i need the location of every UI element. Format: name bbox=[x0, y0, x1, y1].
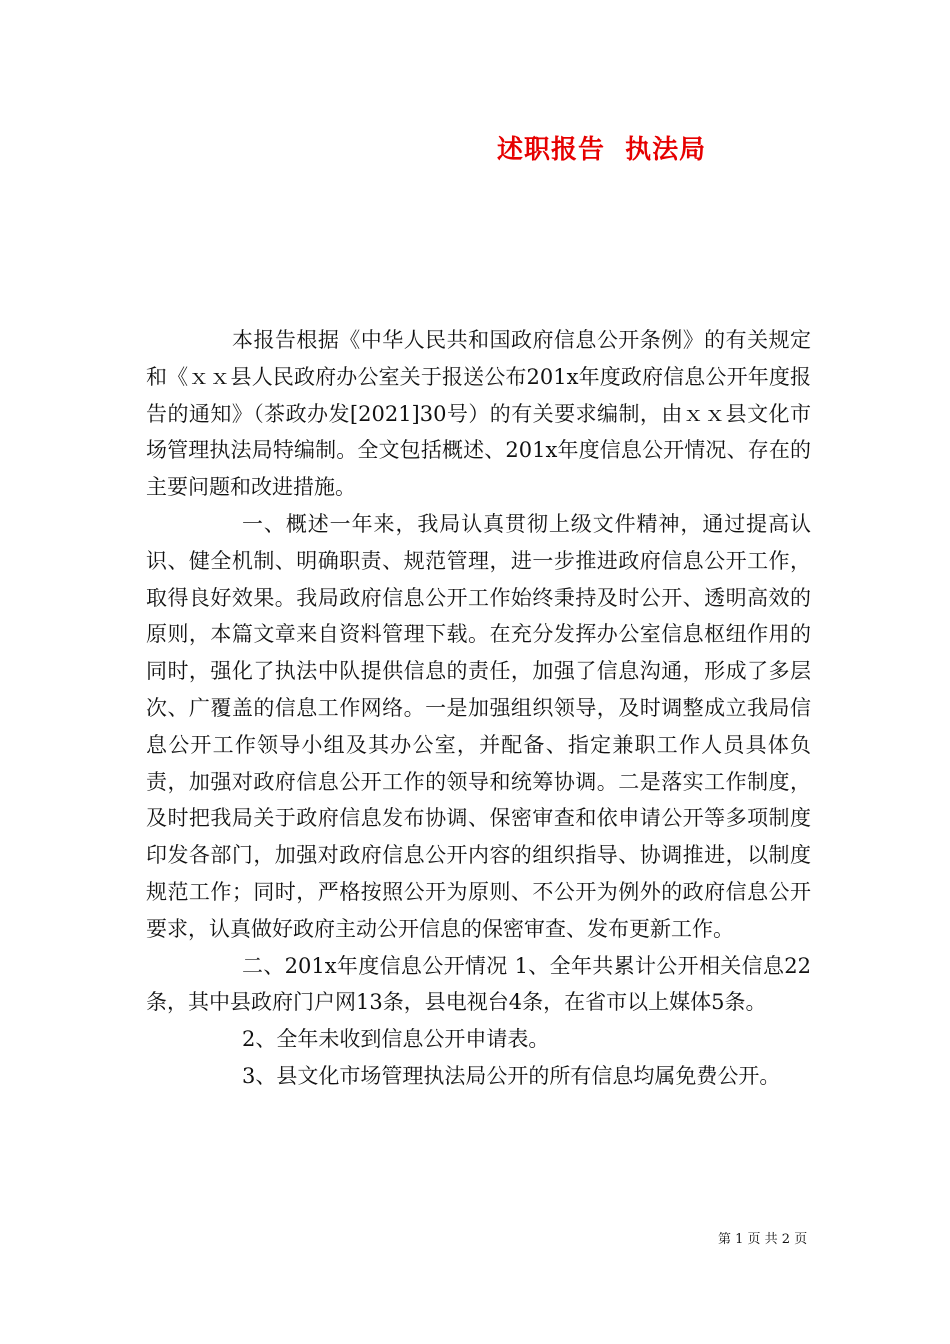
document-body bbox=[146, 322, 811, 1095]
paragraph-overview: 一、概述一年来，我局认真贯彻上级文件精神，通过提高认识、健全机制、明确职责、规范管理，进一步推进政府信息公开工作，取得良好效果。我局政府信息公开工作始终秉持及时公开、透明高效的原则，本篇文章来自资料管理下载。在充分发挥办公室信息枢纽作用的同时，强化了执法中队提供信息的责任，加强了信息沟通，形成了多层次、广覆盖的信息工作网络。一是加强组织领导，及时调整成立我局信息公开工作领导小组及其办公室，并配备、指定兼职工作人员具体负责，加强对政府信息公开工作的领导和统筹协调。二是落实工作制度，及时把我局关于政府信息发布协调、保密审查和依申请公开等多项制度印发各部门，加强对政府信息公开内容的组织指导、协调推进，以制度规范工作；同时，严格按照公开为原则、不公开为例外的政府信息公开要求，认真做好政府主动公开信息的保密审查、发布更新工作。 bbox=[146, 511, 811, 941]
paragraph-applications: 2、全年未收到信息公开申请表。 bbox=[242, 1027, 550, 1052]
document-title: 述职报告 执法局 bbox=[497, 135, 707, 165]
page-number-footer: 第 1 页 共 2 页 bbox=[718, 1232, 808, 1247]
paragraph-intro: 本报告根据《中华人民共和国政府信息公开条例》的有关规定和《ｘｘ县人民政府办公室关于报送公布201x年度政府信息公开年度报告的通知》（茶政办发[2021]30号）的有关要求编制，由ｘｘ县文化市场管理执法局特编制。全文包括概述、201x年度信息公开情况、存在的主要问题和改进措施。 bbox=[146, 328, 811, 500]
paragraph-disclosure: 二、201x年度信息公开情况 1、全年共累计公开相关信息22条，其中县政府门户网13条，县电视台4条，在省市以上媒体5条。 bbox=[146, 953, 811, 1015]
paragraph-free-disclosure: 3、县文化市场管理执法局公开的所有信息均属免费公开。 bbox=[242, 1063, 781, 1088]
